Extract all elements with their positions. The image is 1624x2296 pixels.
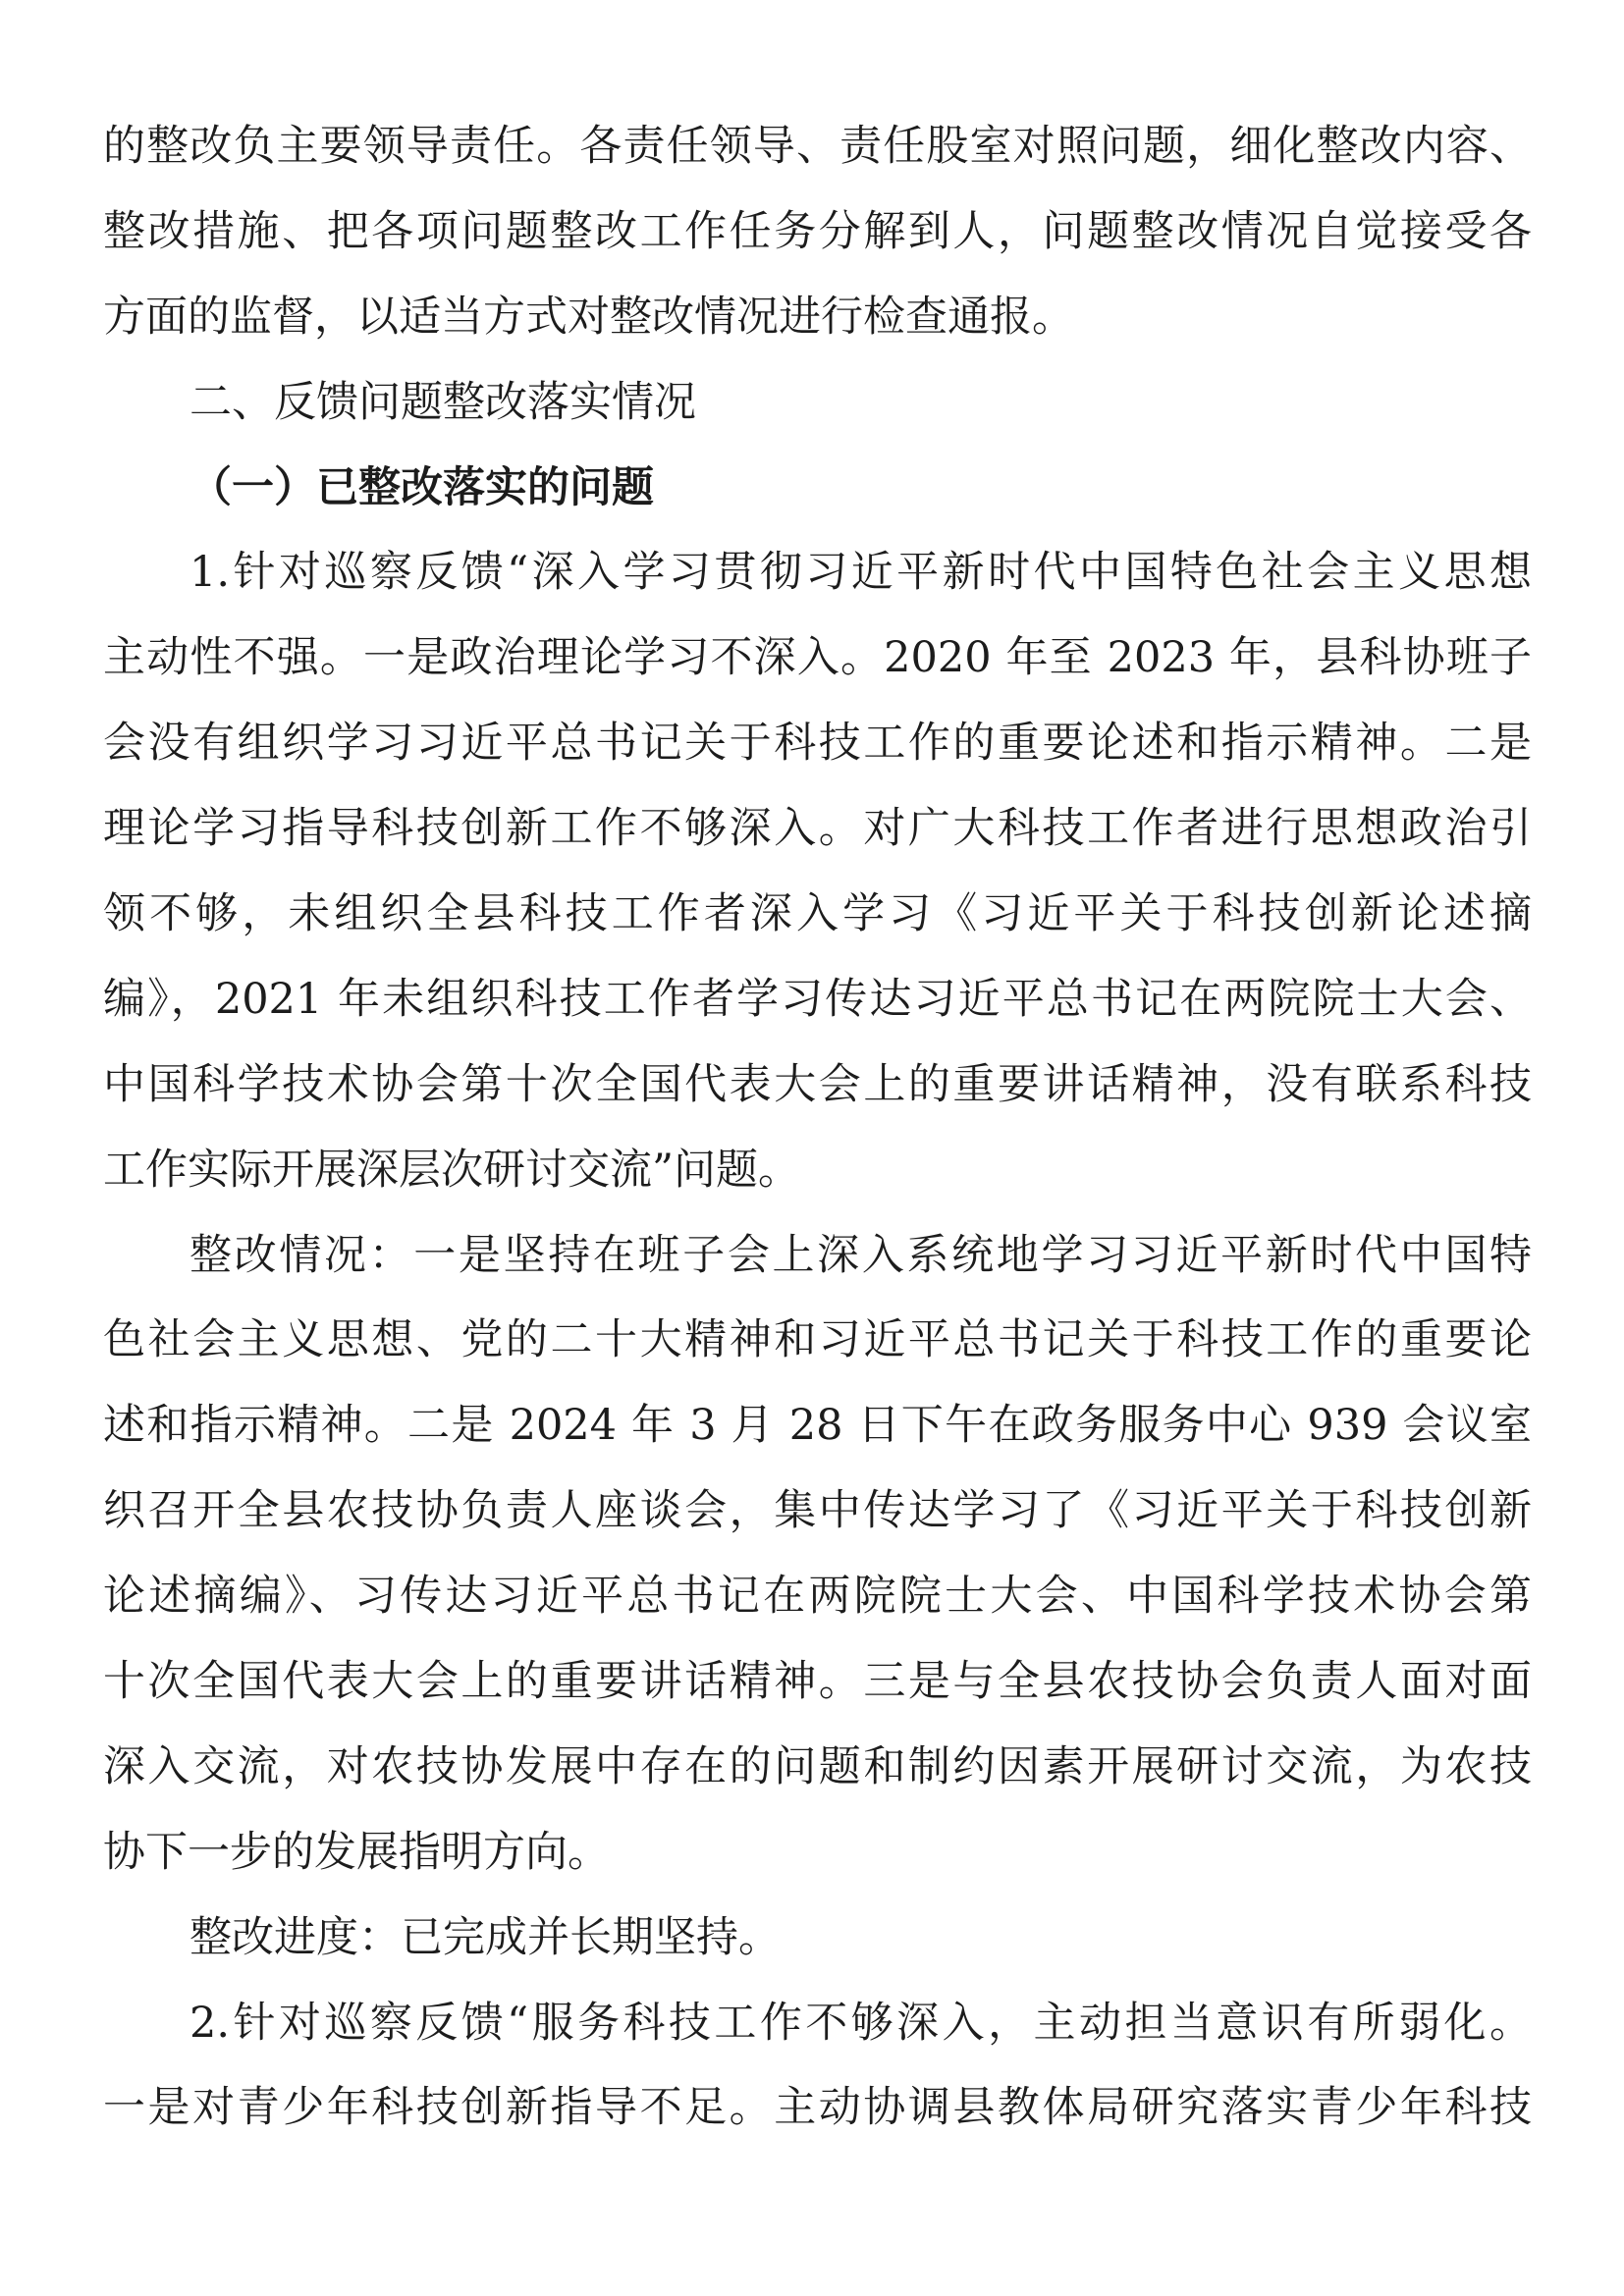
text-line: 十次全国代表大会上的重要讲话精神。三是与全县农技协会负责人面对面 [103,1657,1532,1707]
text-line: 的整改负主要领导责任。各责任领导、责任股室对照问题，细化整改内容、 [103,122,1532,171]
section-heading [103,360,1532,446]
text-line: 色社会主义思想、党的二十大精神和习近平总书记关于科技工作的重要论 [103,1315,1532,1365]
paragraph-continued [103,104,1532,360]
text-line: 织召开全县农技协负责人座谈会，集中传达学习了《习近平关于科技创新 [103,1486,1532,1536]
text-line: 一是对青少年科技创新指导不足。主动协调县教体局研究落实青少年科技 [103,2083,1532,2133]
paragraph-rectification-status [103,1213,1532,1896]
text-line: 领不够，未组织全县科技工作者深入学习《习近平关于科技创新论述摘 [103,889,1532,939]
text-line: 整改措施、把各项问题整改工作任务分解到人，问题整改情况自觉接受各 [103,206,1532,256]
paragraph-rectification-progress [103,1896,1532,1981]
text-line: 深入交流，对农技协发展中存在的问题和制约因素开展研讨交流，为农技 [103,1741,1532,1791]
text-line: 方面的监督，以适当方式对整改情况进行检查通报。 [103,292,1074,342]
text-line: 整改情况：一是坚持在班子会上深入系统地学习习近平新时代中国特 [189,1230,1532,1280]
text-line: 1.针对巡察反馈“深入学习贯彻习近平新时代中国特色社会主义思想 [189,548,1532,598]
heading-text: 二、反馈问题整改落实情况 [189,377,696,427]
text-line: 协下一步的发展指明方向。 [103,1827,610,1877]
text-line: 工作实际开展深层次研讨交流”问题。 [103,1145,800,1195]
text-line: 主动性不强。一是政治理论学习不深入。2020 年至 2023 年，县科协班子 [103,633,1532,683]
text-line: 理论学习指导科技创新工作不够深入。对广大科技工作者进行思想政治引 [103,804,1532,854]
text-line: 中国科学技术协会第十次全国代表大会上的重要讲话精神，没有联系科技 [103,1059,1532,1109]
subsection-heading [103,446,1532,531]
text-line: 2.针对巡察反馈“服务科技工作不够深入，主动担当意识有所弱化。 [189,1998,1532,2048]
paragraph-item-1 [103,530,1532,1212]
text-line: 会没有组织学习习近平总书记关于科技工作的重要论述和指示精神。二是 [103,719,1532,769]
paragraph-item-2 [103,1981,1532,2152]
text-line: 编》，2021 年未组织科技工作者学习传达习近平总书记在两院院士大会、 [103,974,1532,1024]
text-line: 述和指示精神。二是 2024 年 3 月 28 日下午在政务服务中心 939 会议室 [103,1401,1532,1451]
subheading-text: （一）已整改落实的问题 [189,462,654,512]
text-line: 整改进度：已完成并长期坚持。 [189,1912,781,1962]
text-line: 论述摘编》、习传达习近平总书记在两院院士大会、中国科学技术协会第 [103,1572,1532,1622]
